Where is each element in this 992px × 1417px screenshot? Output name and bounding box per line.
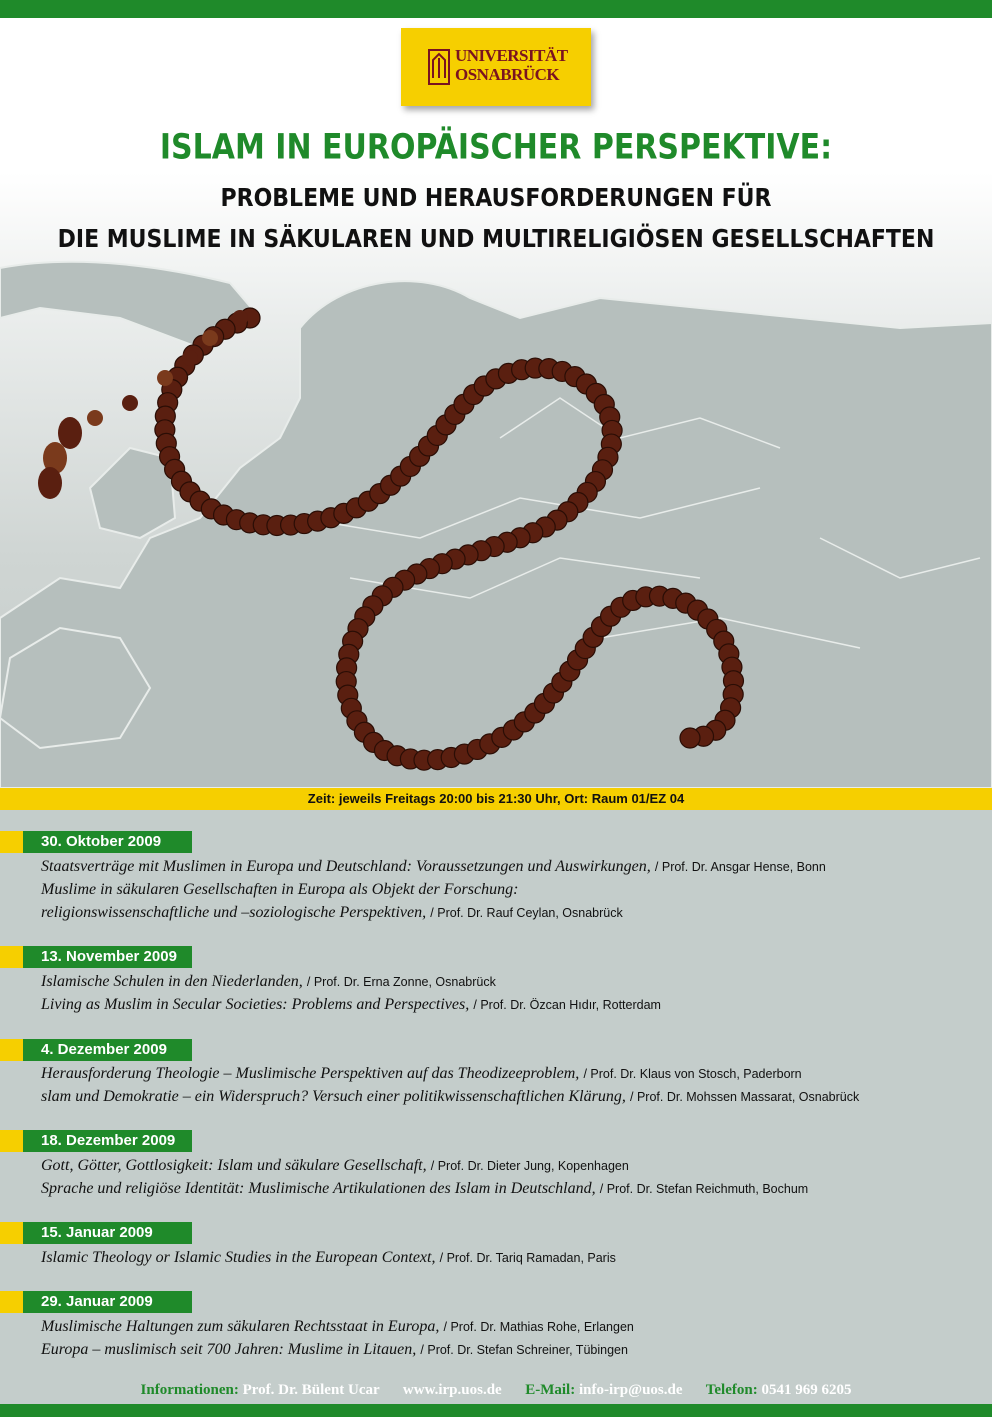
session-date-label — [0, 1291, 192, 1313]
date-stub — [0, 1039, 23, 1061]
talk-entry — [41, 902, 971, 924]
talk-title: slam und Demokratie – ein Widerspruch? Versuch einer politikwissenschaftlichen Klärung, — [41, 1088, 626, 1105]
talk-speaker: / Prof. Dr. Ansgar Hense, Bonn — [654, 860, 826, 874]
talk-title: Gott, Götter, Gottlosigkeit: Islam und säkulare Gesellschaft, — [41, 1157, 427, 1174]
talk-entry — [41, 1316, 971, 1338]
date-stub — [0, 1222, 23, 1244]
talk-title: Herausforderung Theologie – Muslimische Perspektiven auf das Theodizeeproblem, — [41, 1065, 580, 1082]
talk-entry — [41, 1247, 971, 1269]
phone-label: Telefon: — [705, 1382, 758, 1398]
talk-speaker: / Prof. Dr. Tariq Ramadan, Paris — [439, 1251, 616, 1265]
session-date-label — [0, 831, 192, 853]
logo-line-1: UNIVERSITÄT — [455, 46, 568, 65]
talk-speaker: / Prof. Dr. Klaus von Stosch, Paderborn — [583, 1067, 802, 1081]
talk-speaker: / Prof. Dr. Mohssen Massarat, Osnabrück — [630, 1090, 860, 1104]
talk-title: religionswissenschaftliche und –soziologische Perspektiven, — [41, 904, 427, 921]
university-logo — [401, 28, 591, 106]
top-green-bar — [0, 0, 992, 18]
contact-footer — [0, 1382, 992, 1399]
date-stub — [0, 1291, 23, 1313]
talk-entry — [41, 1178, 971, 1200]
page-title: ISLAM IN EUROPÄISCHER PERSPEKTIVE: — [159, 127, 833, 168]
time-location-bar: Zeit: jeweils Freitags 20:00 bis 21:30 Uhr, Ort: Raum 01/EZ 04 — [0, 788, 992, 810]
talk-title: Sprache und religiöse Identität: Muslimische Artikulationen des Islam in Deutschland, — [41, 1180, 596, 1197]
email-label: E-Mail: — [525, 1382, 576, 1398]
talk-entry — [41, 971, 971, 993]
talk-speaker: / Prof. Dr. Rauf Ceylan, Osnabrück — [430, 906, 623, 920]
subtitle-line-2: DIE MUSLIME IN SÄKULAREN UND MULTIRELIGIÖSEN GESELLSCHAFTEN — [57, 225, 935, 254]
date-stub — [0, 1130, 23, 1152]
session-date: 18. Dezember 2009 — [23, 1130, 192, 1152]
info-label: Informationen: — [140, 1382, 239, 1398]
talk-entry — [41, 1086, 971, 1108]
university-emblem-icon — [427, 48, 451, 86]
talk-speaker: / Prof. Dr. Özcan Hıdır, Rotterdam — [473, 998, 661, 1012]
talk-entry — [41, 879, 971, 901]
session-date: 13. November 2009 — [23, 946, 192, 968]
session-date: 15. Januar 2009 — [23, 1222, 192, 1244]
info-value: Prof. Dr. Bülent Ucar — [242, 1382, 380, 1398]
session-date: 29. Januar 2009 — [23, 1291, 192, 1313]
subtitle-line-1: PROBLEME UND HERAUSFORDERUNGEN FÜR — [220, 184, 772, 213]
date-stub — [0, 831, 23, 853]
website-link[interactable]: www.irp.uos.de — [402, 1382, 502, 1398]
talk-entry — [41, 856, 971, 878]
talk-title: Europa – muslimisch seit 700 Jahren: Muslime in Litauen, — [41, 1341, 417, 1358]
session-date-label — [0, 946, 192, 968]
talk-entry — [41, 994, 971, 1016]
session-date-label — [0, 1222, 192, 1244]
session-date: 30. Oktober 2009 — [23, 831, 192, 853]
talk-title: Staatsverträge mit Muslimen in Europa und Deutschland: Voraussetzungen und Auswirkungen, — [41, 858, 651, 875]
talk-entry — [41, 1155, 971, 1177]
session-date: 4. Dezember 2009 — [23, 1039, 192, 1061]
talk-entry — [41, 1339, 971, 1361]
email-link[interactable]: info-irp@uos.de — [578, 1382, 683, 1398]
talk-speaker: / Prof. Dr. Stefan Schreiner, Tübingen — [420, 1343, 628, 1357]
talk-title: Muslime in säkularen Gesellschaften in Europa als Objekt der Forschung: — [41, 881, 519, 898]
date-stub — [0, 946, 23, 968]
university-logo-text — [455, 46, 568, 84]
talk-speaker: / Prof. Dr. Mathias Rohe, Erlangen — [443, 1320, 634, 1334]
talk-title: Living as Muslim in Secular Societies: Problems and Perspectives, — [41, 996, 470, 1013]
talk-title: Muslimische Haltungen zum säkularen Rechtsstaat in Europa, — [41, 1318, 440, 1335]
talk-speaker: / Prof. Dr. Erna Zonne, Osnabrück — [306, 975, 496, 989]
bottom-green-bar — [0, 1404, 992, 1417]
talk-speaker: / Prof. Dr. Dieter Jung, Kopenhagen — [430, 1159, 629, 1173]
session-date-label — [0, 1130, 192, 1152]
talk-speaker: / Prof. Dr. Stefan Reichmuth, Bochum — [599, 1182, 809, 1196]
talk-entry — [41, 1063, 971, 1085]
talk-title: Islamische Schulen in den Niederlanden, — [41, 973, 303, 990]
session-date-label — [0, 1039, 192, 1061]
phone-number: 0541 969 6205 — [761, 1382, 852, 1398]
logo-line-2: OSNABRÜCK — [455, 65, 560, 84]
talk-title: Islamic Theology or Islamic Studies in the European Context, — [41, 1249, 436, 1266]
